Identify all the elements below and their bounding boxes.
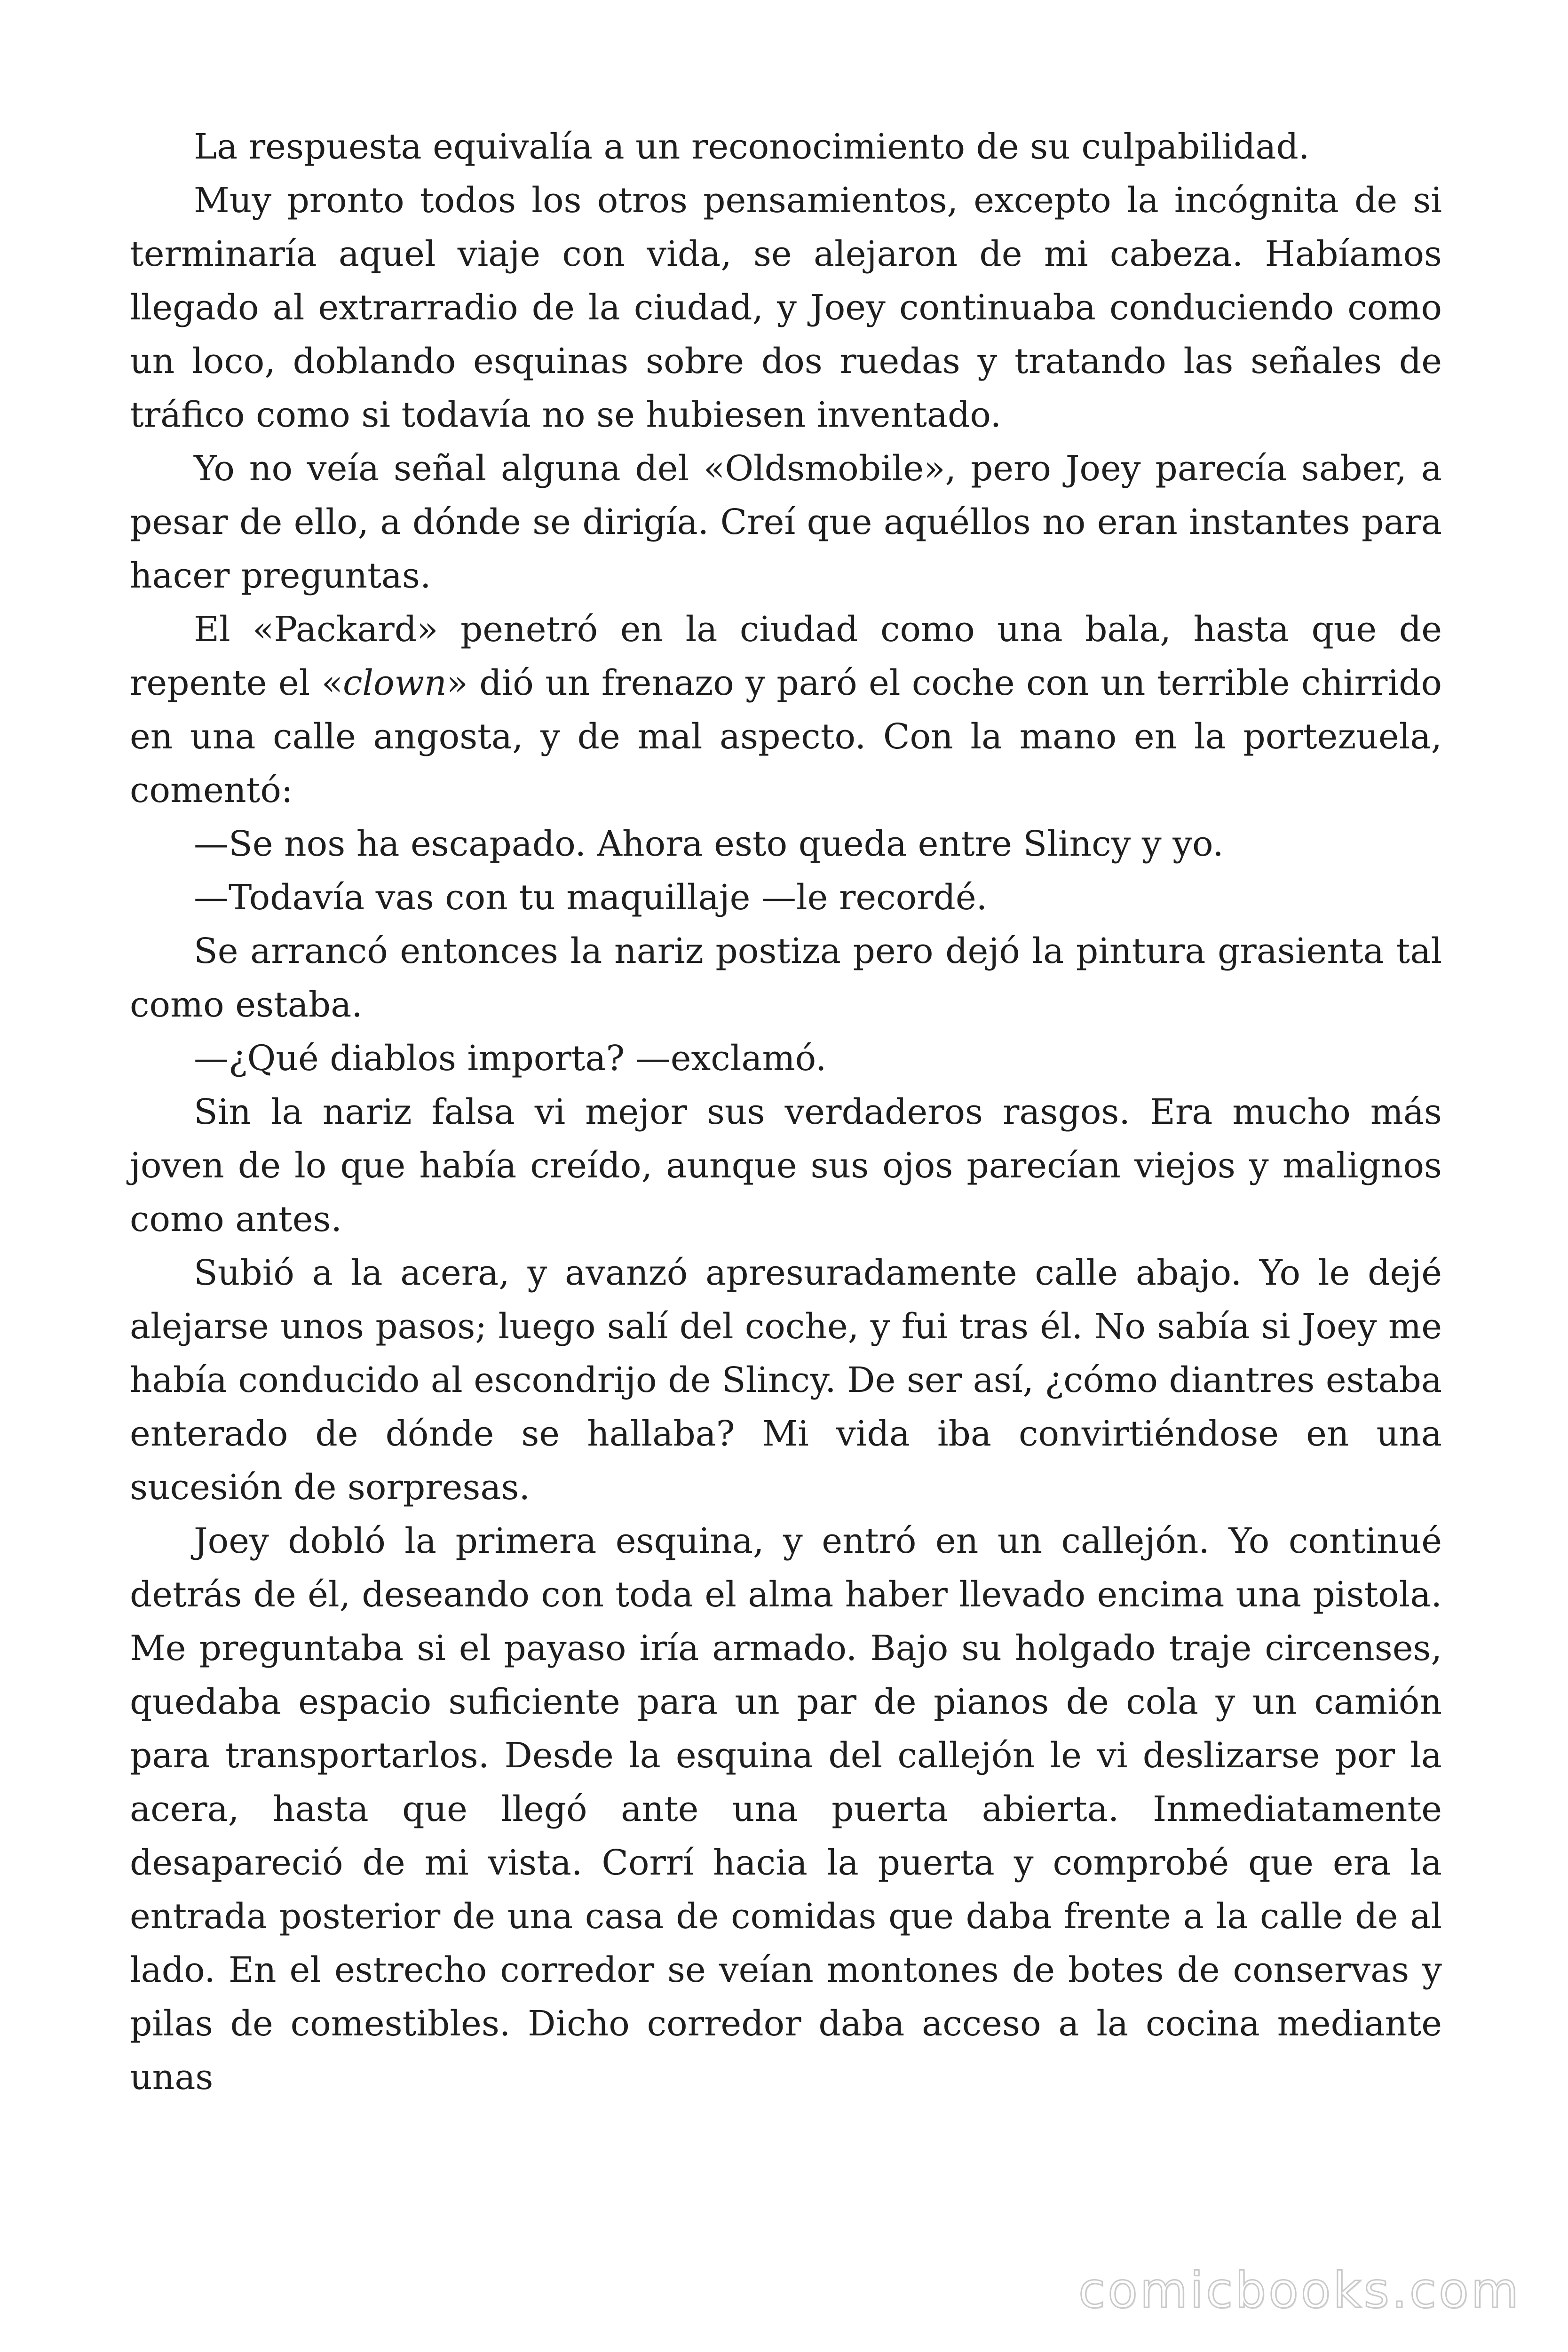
paragraph: Se arrancó entonces la nariz postiza pero dejó la pintura grasienta tal como estaba. bbox=[130, 931, 1442, 1025]
paragraph: Muy pronto todos los otros pensamientos, excepto la incógnita de si terminaría aquel viaje con vida, se alejaron de mi cabeza. Habíamos llegado al extrarradio de la ciudad, y Joey continuaba conduciendo como un loco, doblando esquinas sobre dos ruedas y tratando las señales de tráfico como si todavía no se hubiesen inventado. bbox=[130, 180, 1442, 435]
paragraph: —Se nos ha escapado. Ahora esto queda entre Slincy y yo. bbox=[194, 824, 1224, 864]
paragraph: Sin la nariz falsa vi mejor sus verdaderos rasgos. Era mucho más joven de lo que había creído, aunque sus ojos parecían viejos y malignos como antes. bbox=[130, 1092, 1442, 1240]
paragraph: —Todavía vas con tu maquillaje —le recordé. bbox=[194, 877, 988, 918]
paragraph: —¿Qué diablos importa? —exclamó. bbox=[194, 1038, 827, 1079]
watermark: comicbooks.com bbox=[1078, 2262, 1521, 2319]
paragraph-text: El «Packard» penetró en la ciudad como una bala, hasta que de repente el « bbox=[130, 609, 1442, 703]
paragraph: Yo no veía señal alguna del «Oldsmobile», pero Joey parecía saber, a pesar de ello, a dónde se dirigía. Creí que aquéllos no eran instantes para hacer preguntas. bbox=[130, 448, 1442, 596]
paragraph: Joey dobló la primera esquina, y entró en un callejón. Yo continué detrás de él, deseando con toda el alma haber llevado encima una pistola. Me preguntaba si el payaso iría armado. Bajo su holgado traje circenses, quedaba espacio suficiente para un par de pianos de cola y un camión para transportarlos. Desde la esquina del callejón le vi deslizarse por la acera, hasta que llegó ante una puerta abierta. Inmediatamente desapareció de mi vista. Corrí hacia la puerta y comprobé que era la entrada posterior de una casa de comidas que daba frente a la calle de al lado. En el estrecho corredor se veían montones de botes de conservas y pilas de comestibles. Dicho corredor daba acceso a la cocina mediante unas bbox=[130, 1521, 1442, 2098]
body-text bbox=[130, 120, 1442, 2104]
paragraph: Subió a la acera, y avanzó apresuradamente calle abajo. Yo le dejé alejarse unos pasos; luego salí del coche, y fui tras él. No sabía si Joey me había conducido al escondrijo de Slincy. De ser así, ¿cómo diantres estaba enterado de dónde se hallaba? Mi vida iba convirtiéndose en una sucesión de sorpresas. bbox=[130, 1253, 1442, 1508]
italic-word: clown bbox=[342, 663, 447, 703]
paragraph bbox=[130, 603, 1442, 817]
paragraph: La respuesta equivalía a un reconocimiento de su culpabilidad. bbox=[194, 127, 1310, 167]
paragraph-text: » dió un frenazo y paró el coche con un terrible chirrido en una calle angosta, y de mal aspecto. Con la mano en la portezuela, comentó: bbox=[130, 663, 1442, 810]
